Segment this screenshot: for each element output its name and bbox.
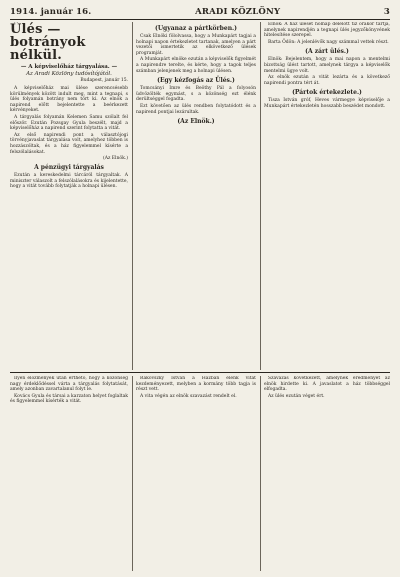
header-rule [10, 19, 390, 20]
page-number: 3 [383, 7, 390, 17]
article-paragraph: A vita végén az elnök szavazást rendelt el. [140, 393, 237, 399]
column-1 [10, 22, 128, 370]
bottom-column-2 [136, 376, 256, 571]
article-byline: Az Aradi Közlöny tudósítójától. [26, 71, 112, 77]
section-heading: A pénzügyi tárgyalás [34, 164, 104, 172]
article-dateline: Budapest, január 15. [80, 78, 128, 83]
article-paragraph: Kovács Gyula és társai a karzaton helyet foglaltak és figyelemmel kísérték a vitát. [10, 393, 128, 405]
article-paragraph: Rakovszky István a Házban élénk vitát kezdeményezett, melyben a kormány több tagja is részt vett. [136, 376, 256, 393]
article-paragraph: Ezután a kereskedelmi tárcáról tárgyaltak. A miniszter válaszolt a felszólalásokra és kijelentette, hogy a vitát tovább folytatják a holnapi ülésen. [10, 173, 128, 190]
article-paragraph: Az elnök ezután a vitát lezárta és a következő napirendi pontra tért át. [264, 75, 390, 86]
article-paragraph: Barta Ödön: A jelenlévők nagy számmal vettek részt. [268, 39, 389, 45]
article-paragraph: Az ülés ezután véget ért. [268, 393, 325, 399]
bottom-column-1 [10, 376, 128, 571]
article-paragraph: Az első napirendi pont a választójogi törvényjavaslat tárgyalása volt, amelyhez többen is hozzászóltak, és a ház figyelemmel kísérte a felszólalásokat. [10, 132, 128, 155]
article-paragraph: Tisza István gróf, Heves vármegye képviselője a Munkapárt értekezletén hosszabb beszédet mondott. [264, 98, 390, 109]
section-heading: (Ugyanaz a pártkörben.) [154, 25, 237, 32]
page-header [10, 6, 390, 18]
issue-date: 1914. január 16. [10, 7, 92, 17]
column-divider [260, 376, 261, 571]
article-attribution: (Az Elnök.) [102, 156, 128, 162]
article-paragraph: Elnök: Bejelentem, hogy a mai napon a mentelmi bizottság ülést tartott, amelynek tárgya a képviselők mentelmi ügye volt. [264, 57, 390, 74]
article-paragraph: A képviselőház mai ülése szerencsésebb körülmények között indult meg, mint a tegnapi, s ülés folyamán botrány nem tört ki. Az elnök a napirend előtt bejelentette a beérkezett kérvényeket. [10, 86, 128, 114]
section-heading: (A zárt ülés.) [305, 48, 349, 56]
article-headline: Ülés — botrányok nélkül. [10, 22, 86, 63]
column-2 [136, 22, 256, 370]
section-heading: (Egy kézfogás az Ülés.) [157, 77, 235, 85]
column-divider [132, 376, 133, 571]
section-heading: (Az Elnök.) [177, 118, 215, 126]
column-3 [264, 22, 390, 370]
section-rule [10, 372, 390, 373]
column-divider [260, 22, 261, 370]
article-subhead: — A képviselőház tárgyalása. — [20, 64, 118, 70]
article-paragraph: Szavazás következett, amelynek eredményét az elnök hirdette ki. A javaslatot a ház többséggel elfogadta. [264, 376, 390, 393]
article-paragraph: A tárgyalás folyamán Kelemen Samu szólalt fel először. Ezután Pozsgay Gyula beszélt, majd a képviselőház a napirend szerint folytatta a vitát. [10, 114, 128, 132]
article-paragraph: Csak Elnöki fölolvassa, hogy a Munkapárt tagjai a holnapi napon értekezletet tartanak, amelyen a párt vezetői ismertetik az elkövetkező ülések programját. [136, 34, 256, 56]
column-divider [132, 22, 133, 370]
section-heading: (Pártok értekezlete.) [292, 89, 362, 97]
paper-name: ARADI KÖZLÖNY [195, 7, 281, 17]
article-paragraph: Elnök: A ház ülését holnap délelőtt tíz órakor tartja, amelynek napirendjén a tegnapi ülés jegyzőkönyvének hitelesítése szerepel. [264, 22, 390, 39]
article-paragraph: Ilyen előzmények után érthető, hogy a közönség nagy érdeklődéssel várta a tárgyalás folytatását, amely azonban zavartalanul folyt le. [10, 376, 128, 393]
bottom-column-3 [264, 376, 390, 571]
article-paragraph: Tomcsányi Imre és Beöthy Pál a folyosón üdvözölték egymást, s a közönség ezt élénk derültséggel fogadta. [136, 86, 256, 103]
article-paragraph: A Munkapárt elnöke ezután a képviselők figyelmét a napirendre terelte, és kérte, hogy a tagok teljes számban jelenjenek meg a holnapi ülésen. [136, 57, 256, 74]
article-paragraph: Ezt követően az ülés rendben folytatódott és a napirend pontjai lezárultak. [136, 103, 256, 115]
